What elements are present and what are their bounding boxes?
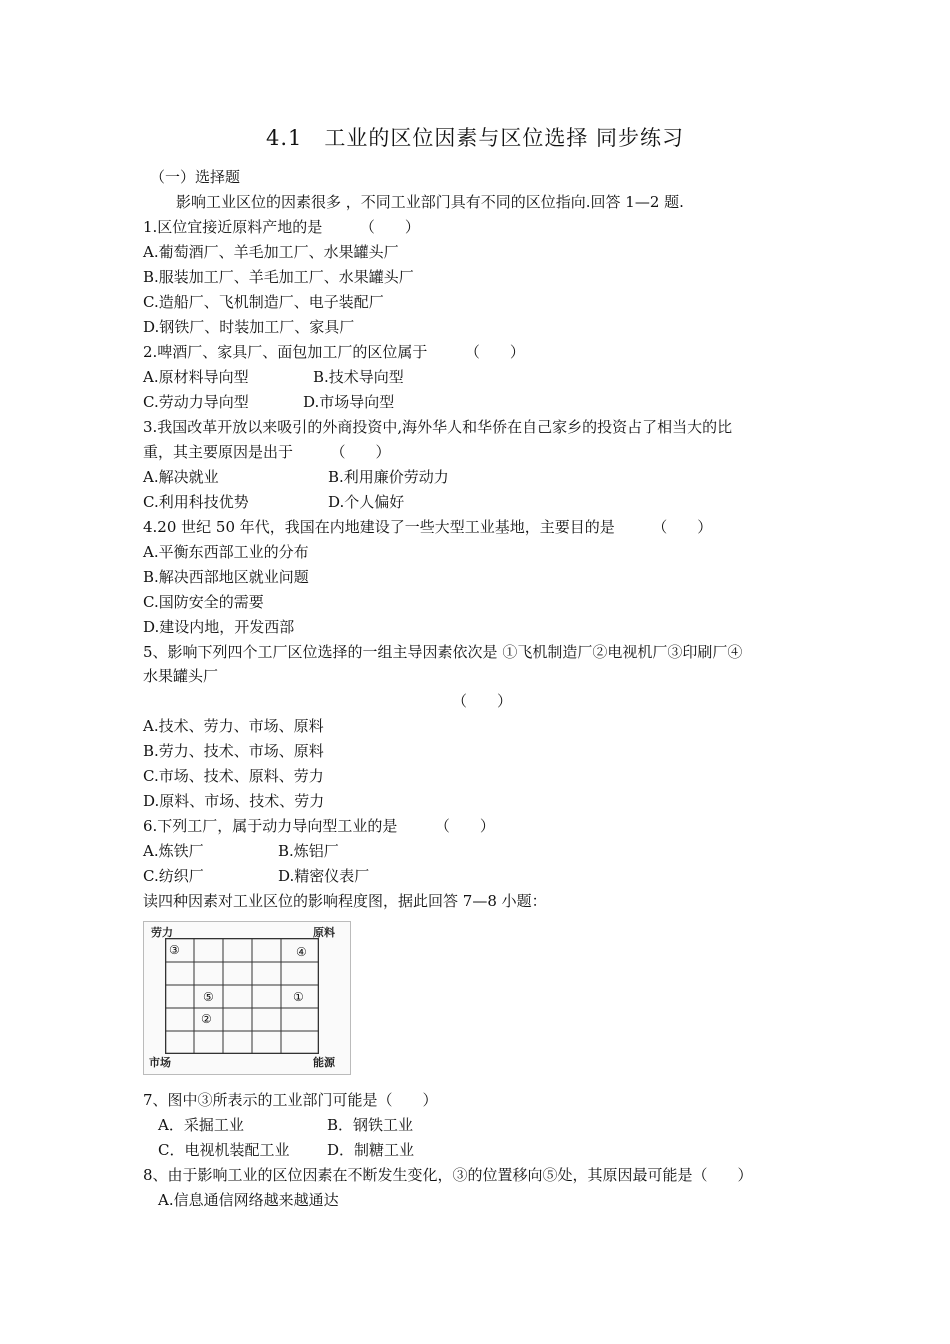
q2-option-a: A.原材料导向型 <box>143 368 249 386</box>
q7-stem: 7、图中③所表示的工业部门可能是（ ） <box>143 1091 438 1109</box>
q4-option-c: C.国防安全的需要 <box>143 593 264 611</box>
q2-option-d: D.市场导向型 <box>303 393 395 411</box>
q5-answer-bracket: （ ） <box>452 692 513 710</box>
label-raw-material: 原料 <box>313 926 335 939</box>
q6-option-b: B.炼铝厂 <box>278 842 339 860</box>
q5-option-a: A.技术、劳力、市场、原料 <box>143 717 324 735</box>
q2-option-b: B.技术导向型 <box>313 368 404 386</box>
page-title: 4.1 工业的区位因素与区位选择 同步练习 <box>265 126 685 150</box>
q4-option-b: B.解决西部地区就业问题 <box>143 568 309 586</box>
q1-option-d: D.钢铁厂、时装加工厂、家具厂 <box>143 318 355 336</box>
marker-1: ① <box>293 990 304 1004</box>
q3-option-c: C.利用科技优势 <box>143 493 249 511</box>
q6-option-d: D.精密仪表厂 <box>278 867 370 885</box>
q2-stem: 2.啤酒厂、家具厂、面包加工厂的区位属于 （ ） <box>143 343 525 361</box>
marker-3: ③ <box>169 943 180 957</box>
q8-option-a: A.信息通信网络越来越通达 <box>158 1191 339 1209</box>
q7-option-d: D．制糖工业 <box>327 1141 415 1159</box>
q6-option-a: A.炼铁厂 <box>143 842 204 860</box>
label-labor: 劳力 <box>151 926 173 939</box>
q3-option-a: A.解决就业 <box>143 468 219 486</box>
q1-option-c: C.造船厂、飞机制造厂、电子装配厂 <box>143 293 384 311</box>
q6-option-c: C.纺织厂 <box>143 867 204 885</box>
q5-stem-line2: 水果罐头厂 <box>143 667 219 685</box>
q3-stem-line2: 重，其主要原因是出于 （ ） <box>143 443 391 461</box>
marker-2: ② <box>201 1012 212 1026</box>
read-figure-intro: 读四种因素对工业区位的影响程度图，据此回答 7—8 小题： <box>143 892 547 910</box>
q6-stem: 6.下列工厂，属于动力导向型工业的是 （ ） <box>143 817 495 835</box>
label-market: 市场 <box>149 1056 171 1069</box>
q3-stem-line1: 3.我国改革开放以来吸引的外商投资中,海外华人和华侨在自己家乡的投资占了相当大的比 <box>143 418 733 436</box>
q1-stem: 1.区位宜接近原料产地的是 （ ） <box>143 218 420 236</box>
label-energy: 能源 <box>313 1056 335 1069</box>
q1-option-b: B.服装加工厂、羊毛加工厂、水果罐头厂 <box>143 268 414 286</box>
location-factor-figure <box>143 921 351 1075</box>
intro-text: 影响工业区位的因素很多 ，不同工业部门具有不同的区位指向.回答 1—2 题. <box>176 193 684 211</box>
q5-option-d: D.原料、市场、技术、劳力 <box>143 792 325 810</box>
q8-stem: 8、由于影响工业的区位因素在不断发生变化，③的位置移向⑤处，其原因最可能是（ ） <box>143 1166 753 1184</box>
q5-option-c: C.市场、技术、原料、劳力 <box>143 767 324 785</box>
marker-4: ④ <box>296 945 307 959</box>
q7-option-b: B．钢铁工业 <box>327 1116 414 1134</box>
q7-option-c: C．电视机装配工业 <box>158 1141 290 1159</box>
q4-option-a: A.平衡东西部工业的分布 <box>143 543 309 561</box>
q5-stem-line1: 5、影响下列四个工厂区位选择的一组主导因素依次是 ①飞机制造厂②电视机厂③印刷厂④ <box>143 643 743 661</box>
q5-option-b: B.劳力、技术、市场、原料 <box>143 742 324 760</box>
marker-5: ⑤ <box>203 990 214 1004</box>
q7-option-a: A．采掘工业 <box>158 1116 244 1134</box>
q4-stem: 4.20 世纪 50 年代，我国在内地建设了一些大型工业基地，主要目的是 （ ） <box>143 518 713 536</box>
section-heading: （一）选择题 <box>150 168 241 186</box>
q3-option-d: D.个人偏好 <box>328 493 405 511</box>
q3-option-b: B.利用廉价劳动力 <box>328 468 449 486</box>
q1-option-a: A.葡萄酒厂、羊毛加工厂、水果罐头厂 <box>143 243 399 261</box>
q4-option-d: D.建设内地，开发西部 <box>143 618 295 636</box>
q2-option-c: C.劳动力导向型 <box>143 393 249 411</box>
